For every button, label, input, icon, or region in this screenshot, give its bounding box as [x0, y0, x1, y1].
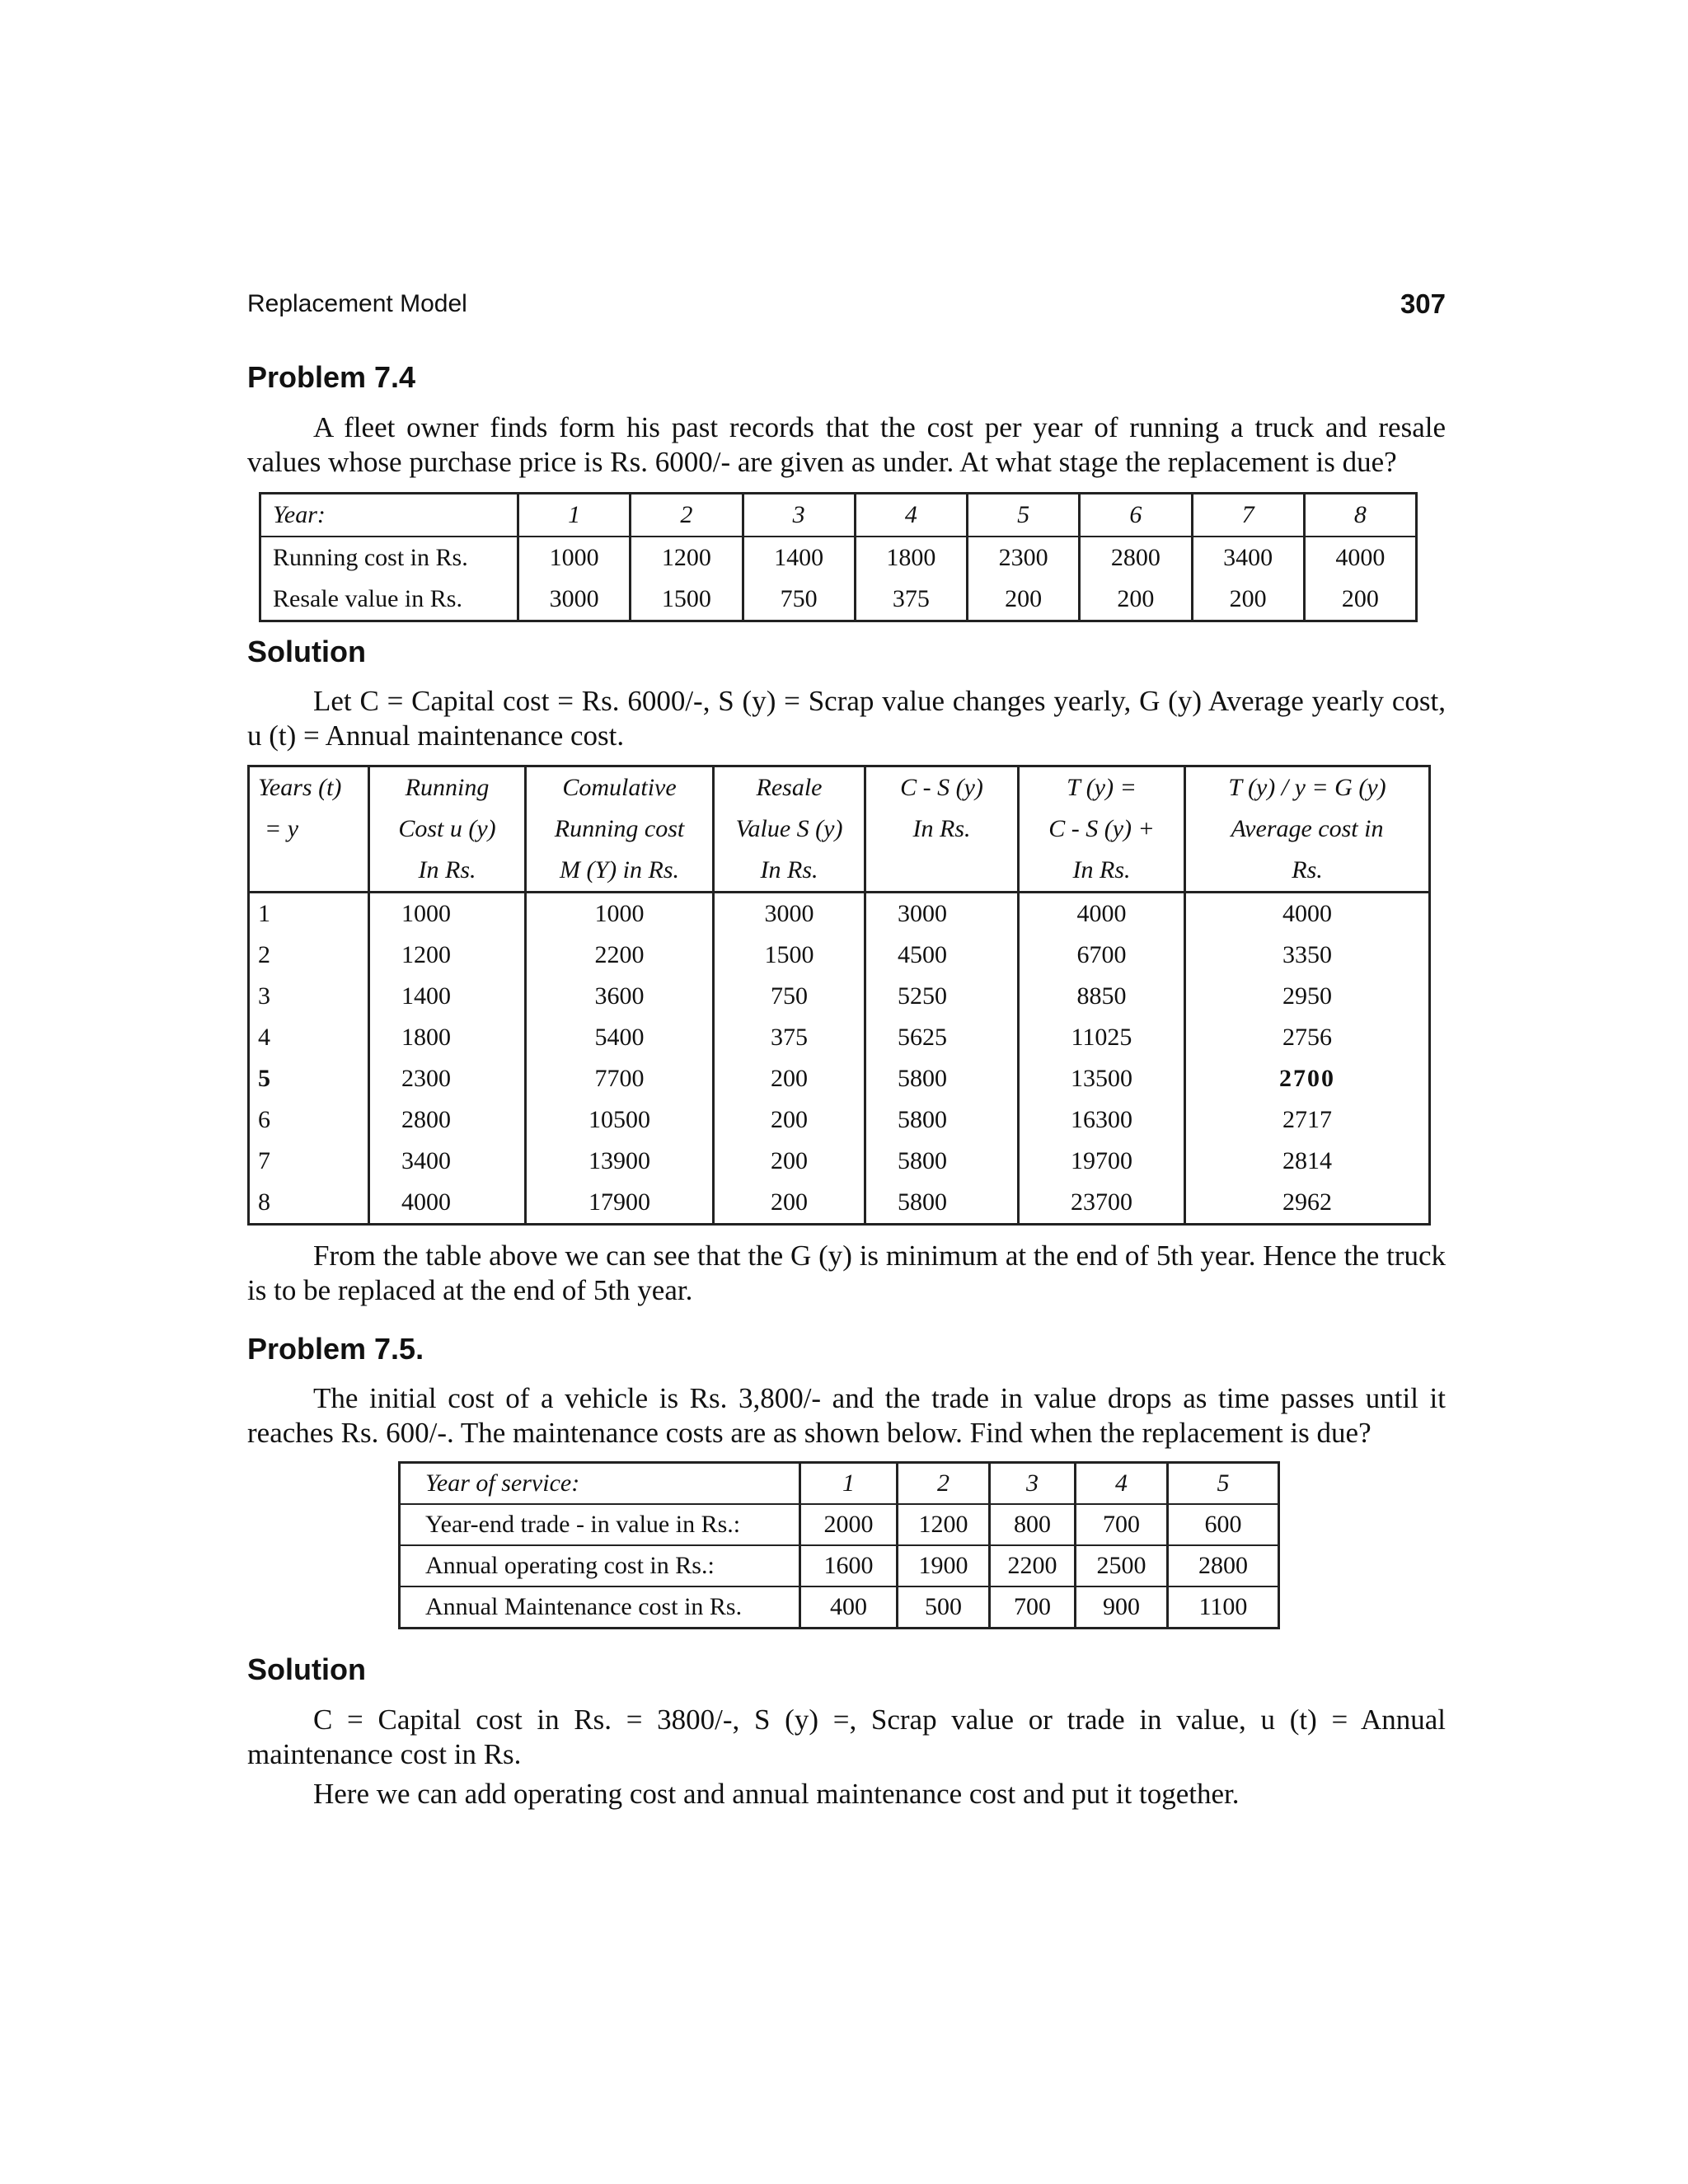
problem-7-5-paragraph: The initial cost of a vehicle is Rs. 3,800/- and the trade in value drops as time passes until it reaches Rs. 600/-. The maintenance costs are as shown below. Find when the replacement is due? [247, 1382, 1446, 1449]
table-cell: 200 [714, 1182, 865, 1225]
table-row [249, 1141, 1430, 1182]
table-cell: 1 [518, 494, 631, 537]
column-header: In Rs. [714, 850, 865, 893]
table-cell: 10500 [526, 1099, 714, 1141]
table-cell: 1800 [855, 537, 967, 579]
solution-7-4-paragraph: Let C = Capital cost = Rs. 6000/-, S (y) = Scrap value changes yearly, G (y) Average yearly cost, u (t) = Annual maintenance cost. [247, 685, 1446, 752]
column-header: Running cost [526, 808, 714, 850]
table-row [249, 1058, 1430, 1099]
table-cell: 1500 [714, 935, 865, 976]
conclusion-paragraph: From the table above we can see that the G (y) is minimum at the end of 5th year. Hence the truck is to be replaced at the end of 5th year. [247, 1240, 1446, 1306]
column-header: T (y) = [1019, 766, 1185, 809]
table-cell: 8 [1304, 494, 1416, 537]
table-cell: 4 [258, 1024, 270, 1051]
column-header: Resale [714, 766, 865, 809]
table-cell: 900 [1076, 1586, 1168, 1629]
solution-heading: Solution [247, 1652, 366, 1686]
column-header: In Rs. [369, 850, 526, 893]
table-cell: 1800 [369, 1017, 526, 1058]
table-cell: 4 [1076, 1463, 1168, 1505]
table-cell: 1500 [631, 579, 743, 621]
problem-7-4-data-table [259, 492, 1418, 622]
solution-7-5-text [247, 1703, 1446, 1811]
table-cell: 1000 [518, 537, 631, 579]
solution-heading: Solution [247, 635, 366, 668]
row-label: Annual Maintenance cost in Rs. [425, 1593, 743, 1620]
table-cell: 1400 [743, 537, 855, 579]
column-header: M (Y) in Rs. [526, 850, 714, 893]
table-cell: 700 [990, 1586, 1076, 1629]
table-cell: 3 [258, 982, 270, 1010]
problem-7-5-text [247, 1381, 1446, 1451]
table-row [249, 1017, 1430, 1058]
table-row [249, 976, 1430, 1017]
column-header: = y [265, 815, 299, 842]
table-cell: 1200 [898, 1504, 990, 1545]
problem-7-4-heading: Problem 7.4 [247, 360, 416, 394]
table-cell: 750 [743, 579, 855, 621]
table-cell: 2814 [1185, 1141, 1430, 1182]
row-label: Year of service: [400, 1463, 800, 1505]
table-cell: 6 [258, 1106, 270, 1133]
table-cell: 2300 [968, 537, 1080, 579]
table-cell: 3 [743, 494, 855, 537]
problem-7-4-text [247, 410, 1446, 480]
table-cell: 2 [631, 494, 743, 537]
column-header: Average cost in [1185, 808, 1430, 850]
table-cell: 3000 [865, 893, 1019, 935]
table-cell: 2500 [1076, 1545, 1168, 1586]
column-header: In Rs. [1019, 850, 1185, 893]
table-cell: 1100 [1168, 1586, 1279, 1629]
table-cell: 23700 [1019, 1182, 1185, 1225]
table-row [260, 537, 1417, 579]
table-cell: 2717 [1185, 1099, 1430, 1141]
column-header [249, 850, 369, 893]
table-cell: 17900 [526, 1182, 714, 1225]
column-header: Value S (y) [714, 808, 865, 850]
table-cell: 200 [714, 1058, 865, 1099]
table-cell: 7 [258, 1147, 270, 1174]
table-cell: 2800 [369, 1099, 526, 1141]
table-cell: 3350 [1185, 935, 1430, 976]
table-cell: 200 [1192, 579, 1304, 621]
table-cell: 5800 [865, 1058, 1019, 1099]
table-cell: 200 [714, 1099, 865, 1141]
table-cell: 8850 [1019, 976, 1185, 1017]
table-cell: 200 [714, 1141, 865, 1182]
table-cell: 6 [1080, 494, 1192, 537]
table-row [249, 1099, 1430, 1141]
column-header: Running [369, 766, 526, 809]
table-cell: 3400 [1192, 537, 1304, 579]
table-cell: 16300 [1019, 1099, 1185, 1141]
table-cell: 3000 [714, 893, 865, 935]
table-cell: 5 [968, 494, 1080, 537]
table-cell: 200 [968, 579, 1080, 621]
table-cell: 5250 [865, 976, 1019, 1017]
table-cell: 4500 [865, 935, 1019, 976]
running-header-title: Replacement Model [247, 290, 467, 317]
table-cell: 5625 [865, 1017, 1019, 1058]
problem-7-4-paragraph: A fleet owner finds form his past records that the cost per year of running a truck and resale values whose purchase price is Rs. 6000/- are given as under. At what stage the replacement is due? [247, 411, 1446, 478]
table-cell: 800 [990, 1504, 1076, 1545]
table-cell: 4000 [369, 1182, 526, 1225]
table-cell: 375 [855, 579, 967, 621]
table-cell: 200 [1304, 579, 1416, 621]
table-cell: 1900 [898, 1545, 990, 1586]
table-header-row [249, 850, 1430, 893]
column-header: C - S (y) + [1019, 808, 1185, 850]
table-cell: 2 [258, 941, 270, 968]
row-label: Resale value in Rs. [273, 585, 462, 612]
table-cell: 5800 [865, 1182, 1019, 1225]
table-cell: 200 [1080, 579, 1192, 621]
table-cell: 11025 [1019, 1017, 1185, 1058]
table-cell: 750 [714, 976, 865, 1017]
table-cell: 500 [898, 1586, 990, 1629]
table-cell: 2300 [369, 1058, 526, 1099]
table-row [400, 1545, 1279, 1586]
row-label: Year-end trade - in value in Rs.: [400, 1504, 800, 1545]
table-cell: 1200 [369, 935, 526, 976]
table-cell: 2800 [1080, 537, 1192, 579]
problem-7-5-heading: Problem 7.5. [247, 1332, 424, 1366]
table-cell: 4000 [1304, 537, 1416, 579]
table-cell: 2000 [800, 1504, 898, 1545]
row-label: Year: [260, 494, 518, 537]
table-cell: 5 [1168, 1463, 1279, 1505]
table-cell: 2962 [1185, 1182, 1430, 1225]
table-cell: 600 [1168, 1504, 1279, 1545]
column-header: Cost u (y) [369, 808, 526, 850]
table-cell: 4000 [1019, 893, 1185, 935]
table-cell: 3 [990, 1463, 1076, 1505]
table-cell: 2800 [1168, 1545, 1279, 1586]
table-cell: 1 [258, 900, 270, 927]
column-header: In Rs. [865, 808, 1019, 850]
table-cell: 1000 [369, 893, 526, 935]
column-header: Rs. [1185, 850, 1430, 893]
table-cell: 5800 [865, 1141, 1019, 1182]
solution-7-5-paragraph: C = Capital cost in Rs. = 3800/-, S (y) =, Scrap value or trade in value, u (t) = Annual maintenance cost in Rs. [247, 1704, 1446, 1770]
table-cell: 4000 [1185, 893, 1430, 935]
table-cell: 2756 [1185, 1017, 1430, 1058]
table-header-row [249, 808, 1430, 850]
table-cell: 2200 [526, 935, 714, 976]
table-cell: 2 [898, 1463, 990, 1505]
table-cell: 2950 [1185, 976, 1430, 1017]
table-row [260, 494, 1417, 537]
row-label: Running cost in Rs. [273, 544, 468, 571]
table-cell: 13900 [526, 1141, 714, 1182]
table-row [400, 1586, 1279, 1629]
column-header: T (y) / y = G (y) [1185, 766, 1430, 809]
column-header: Comulative [526, 766, 714, 809]
table-cell: 2200 [990, 1545, 1076, 1586]
column-header [865, 850, 1019, 893]
table-cell: 400 [800, 1586, 898, 1629]
table-cell: 2700 [1185, 1058, 1430, 1099]
table-cell: 700 [1076, 1504, 1168, 1545]
column-header: C - S (y) [865, 766, 1019, 809]
table-row [260, 579, 1417, 621]
table-cell: 4 [855, 494, 967, 537]
solution-7-5-paragraph-2: Here we can add operating cost and annual maintenance cost and put it together. [313, 1778, 1240, 1810]
table-cell: 3000 [518, 579, 631, 621]
table-row [400, 1504, 1279, 1545]
table-row [249, 935, 1430, 976]
solution-7-4-conclusion [247, 1239, 1446, 1308]
table-cell: 19700 [1019, 1141, 1185, 1182]
table-cell: 375 [714, 1017, 865, 1058]
table-cell: 3600 [526, 976, 714, 1017]
table-row [400, 1463, 1279, 1505]
table-cell: 1200 [631, 537, 743, 579]
table-cell: 5 [258, 1065, 270, 1092]
problem-7-5-data-table [398, 1461, 1280, 1629]
table-cell: 5400 [526, 1017, 714, 1058]
table-cell: 7700 [526, 1058, 714, 1099]
table-row [249, 1182, 1430, 1225]
solution-7-4-text [247, 684, 1446, 753]
table-cell: 1000 [526, 893, 714, 935]
table-cell: 13500 [1019, 1058, 1185, 1099]
table-cell: 8 [258, 1188, 270, 1216]
table-cell: 3400 [369, 1141, 526, 1182]
table-header-row [249, 766, 1430, 809]
solution-7-4-table [247, 765, 1431, 1226]
column-header: Years (t) [258, 774, 342, 801]
table-cell: 7 [1192, 494, 1304, 537]
row-label: Annual operating cost in Rs.: [400, 1545, 800, 1586]
page-number: 307 [1400, 288, 1446, 319]
table-cell: 1400 [369, 976, 526, 1017]
table-cell: 1600 [800, 1545, 898, 1586]
table-cell: 1 [800, 1463, 898, 1505]
table-cell: 6700 [1019, 935, 1185, 976]
table-row [249, 893, 1430, 935]
solution-7-4-table-body [249, 893, 1430, 1225]
table-cell: 5800 [865, 1099, 1019, 1141]
